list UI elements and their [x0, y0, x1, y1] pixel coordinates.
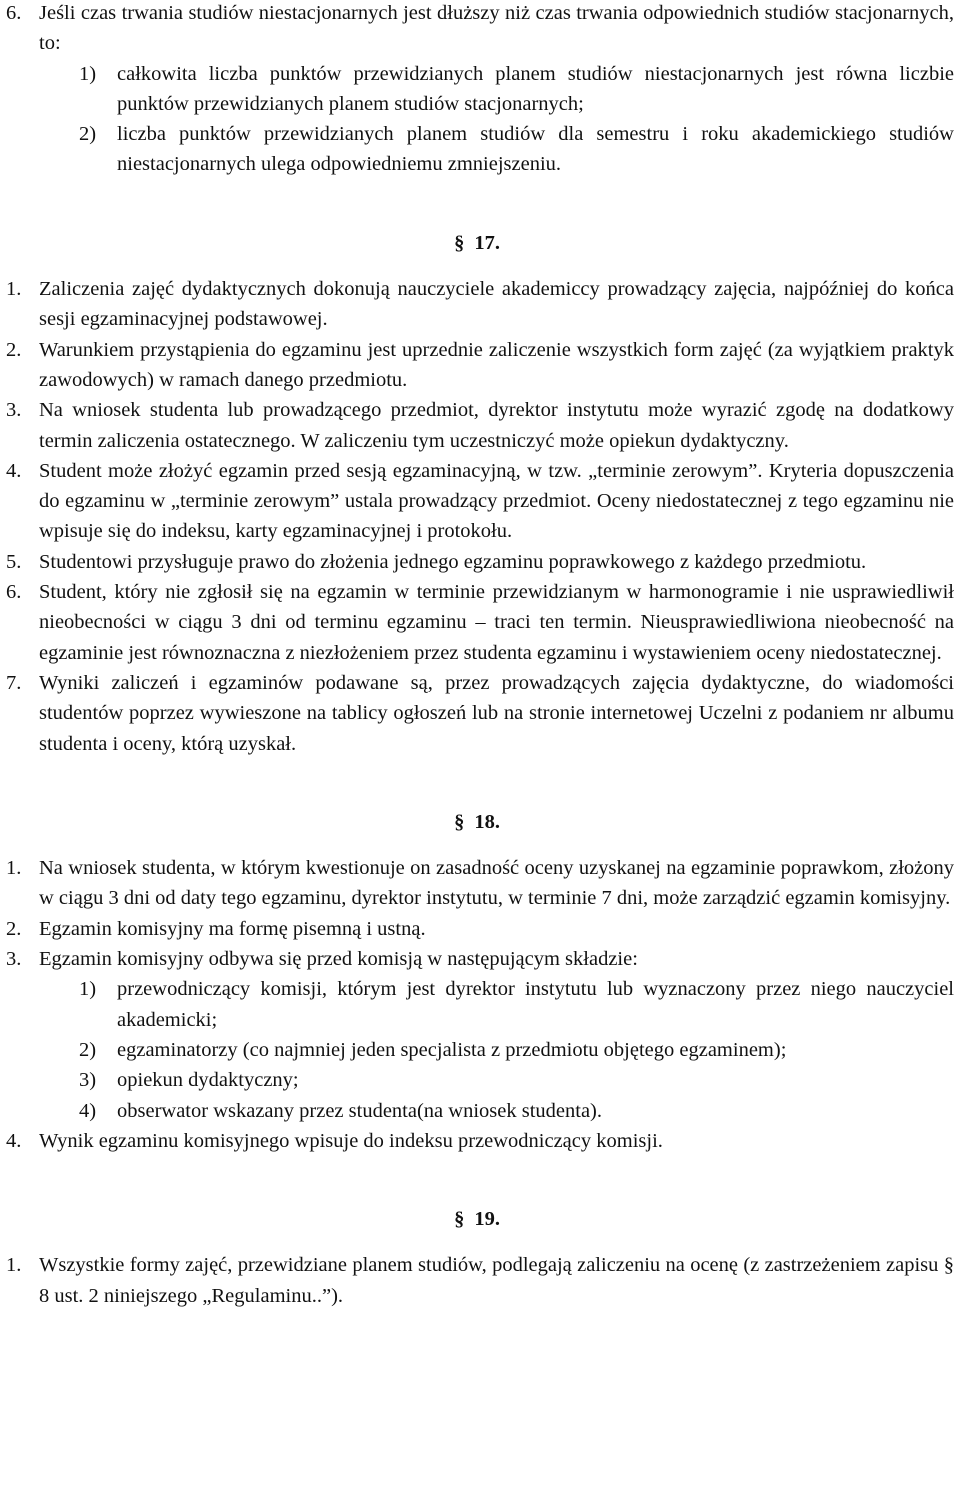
- list-item-number: 4): [79, 1099, 97, 1122]
- list-item: [0, 59, 954, 120]
- section-number: 19.: [474, 1208, 500, 1231]
- paragraph-text: Egzamin komisyjny ma formę pisemną i ustną.: [39, 917, 426, 940]
- paragraph-number: 7.: [6, 671, 22, 694]
- paragraph-text: Student może złożyć egzamin przed sesją egzaminacyjną, w tzw. „terminie zerowym”. Kryteria dopuszczenia do egzaminu w „terminie zerowym” ustala prowadzący przedmiot. Oceny niedostatecznej z tego egzaminu nie wpisuje się do indeksu, karty egzaminacyjnej i protokołu.: [39, 459, 954, 543]
- list-item-number: 1): [79, 978, 97, 1001]
- paragraph-number: 4.: [6, 459, 22, 482]
- list-item: [0, 119, 954, 180]
- list-item: [0, 1065, 954, 1095]
- paragraph-number: 2.: [6, 338, 22, 361]
- paragraph-number: 4.: [6, 1129, 22, 1152]
- list-item-number: 2): [79, 1038, 97, 1061]
- paragraph: [0, 668, 954, 759]
- section-symbol: §: [454, 810, 465, 833]
- list-item-text: całkowita liczba punktów przewidzianych planem studiów niestacjonarnych jest równa liczbie punktów przewidzianych planem studiów stacjonarnych;: [117, 62, 954, 115]
- list-item: [0, 974, 954, 1035]
- section-heading-17: [0, 228, 954, 258]
- section-heading-19: [0, 1204, 954, 1234]
- paragraph-number: 1.: [6, 278, 22, 301]
- paragraph: [0, 456, 954, 547]
- paragraph: [0, 335, 954, 396]
- list-item: [0, 1035, 954, 1065]
- paragraph-number: 6.: [6, 2, 22, 24]
- list-item: [0, 1096, 954, 1126]
- paragraph-text: Student, który nie zgłosił się na egzamin w terminie przewidzianym w harmonogramie i nie usprawiedliwił nieobecności w ciągu 3 dni od terminu egzaminu – traci ten termin. Nieusprawiedliwiona nieobecność na egzaminie jest równoznaczna z niezłożeniem przez studenta egzaminu i wystawieniem oceny niedostatecznej.: [39, 581, 954, 664]
- paragraph: [0, 577, 954, 668]
- paragraph: [0, 274, 954, 335]
- paragraph-text: Wszystkie formy zajęć, przewidziane planem studiów, podlegają zaliczeniu na ocenę (z zastrzeżeniem zapisu § 8 ust. 2 niniejszego „Regulaminu..”).: [39, 1254, 954, 1307]
- section-number: 18.: [474, 810, 500, 833]
- list-item-text: egzaminatorzy (co najmniej jeden specjalista z przedmiotu objętego egzaminem);: [117, 1038, 787, 1061]
- list-item-number: 3): [79, 1069, 97, 1092]
- paragraph-text: Wynik egzaminu komisyjnego wpisuje do indeksu przewodniczący komisji.: [39, 1129, 663, 1152]
- paragraph: [0, 1126, 954, 1156]
- list-item-text: liczba punktów przewidzianych planem studiów dla semestru i roku akademickiego studiów niestacjonarnych ulega odpowiedniemu zmniejszeniu.: [117, 123, 954, 176]
- paragraph-number: 2.: [6, 917, 22, 940]
- section-heading-18: [0, 807, 954, 837]
- paragraph: [0, 1250, 954, 1311]
- list-item-text: przewodniczący komisji, którym jest dyrektor instytutu lub wyznaczony przez niego nauczyciel akademicki;: [117, 978, 954, 1031]
- paragraph-number: 3.: [6, 399, 22, 422]
- paragraph-text: Egzamin komisyjny odbywa się przed komisją w następującym składzie:: [39, 948, 638, 971]
- list-item-text: obserwator wskazany przez studenta(na wniosek studenta).: [117, 1099, 602, 1122]
- paragraph: [0, 944, 954, 974]
- list-item-text: opiekun dydaktyczny;: [117, 1069, 299, 1092]
- paragraph: [0, 0, 954, 59]
- paragraph-text: Wyniki zaliczeń i egzaminów podawane są, przez prowadzących zajęcia dydaktyczne, do wiadomości studentów poprzez wywieszone na tablicy ogłoszeń lub na stronie internetowej Uczelni z podaniem nr albumu studenta i oceny, którą uzyskał.: [39, 671, 954, 755]
- paragraph: [0, 914, 954, 944]
- paragraph-text: Studentowi przysługuje prawo do złożenia jednego egzaminu poprawkowego z każdego przedmiotu.: [39, 550, 867, 573]
- section-number: 17.: [474, 231, 500, 254]
- paragraph-text: Na wniosek studenta, w którym kwestionuje on zasadność oceny uzyskanej na egzaminie poprawkom, złożony w ciągu 3 dni od daty tego egzaminu, dyrektor instytutu, w terminie 7 dni, może zarządzić egzamin komisyjny.: [39, 857, 954, 910]
- paragraph-text: Na wniosek studenta lub prowadzącego przedmiot, dyrektor instytutu może wyrazić zgodę na dodatkowy termin zaliczenia ostatecznego. W zaliczeniu tym uczestniczyć może opiekun dydaktyczny.: [39, 399, 954, 452]
- paragraph: [0, 547, 954, 577]
- paragraph-text: Jeśli czas trwania studiów niestacjonarnych jest dłuższy niż czas trwania odpowiednich studiów stacjonarnych, to:: [39, 2, 954, 55]
- paragraph-number: 6.: [6, 581, 22, 604]
- paragraph-number: 3.: [6, 948, 22, 971]
- paragraph-text: Zaliczenia zajęć dydaktycznych dokonują nauczyciele akademiccy prowadzący zajęcia, najpóźniej do końca sesji egzaminacyjnej podstawowej.: [39, 278, 954, 331]
- paragraph-text: Warunkiem przystąpienia do egzaminu jest uprzednie zaliczenie wszystkich form zajęć (za wyjątkiem praktyk zawodowych) w ramach danego przedmiotu.: [39, 338, 954, 391]
- paragraph: [0, 853, 954, 914]
- paragraph-number: 1.: [6, 857, 22, 880]
- section-symbol: §: [454, 1208, 465, 1231]
- section-symbol: §: [454, 231, 465, 254]
- paragraph-number: 1.: [6, 1254, 22, 1277]
- paragraph: [0, 395, 954, 456]
- list-item-number: 2): [79, 123, 97, 146]
- paragraph-number: 5.: [6, 550, 22, 573]
- list-item-number: 1): [79, 62, 97, 85]
